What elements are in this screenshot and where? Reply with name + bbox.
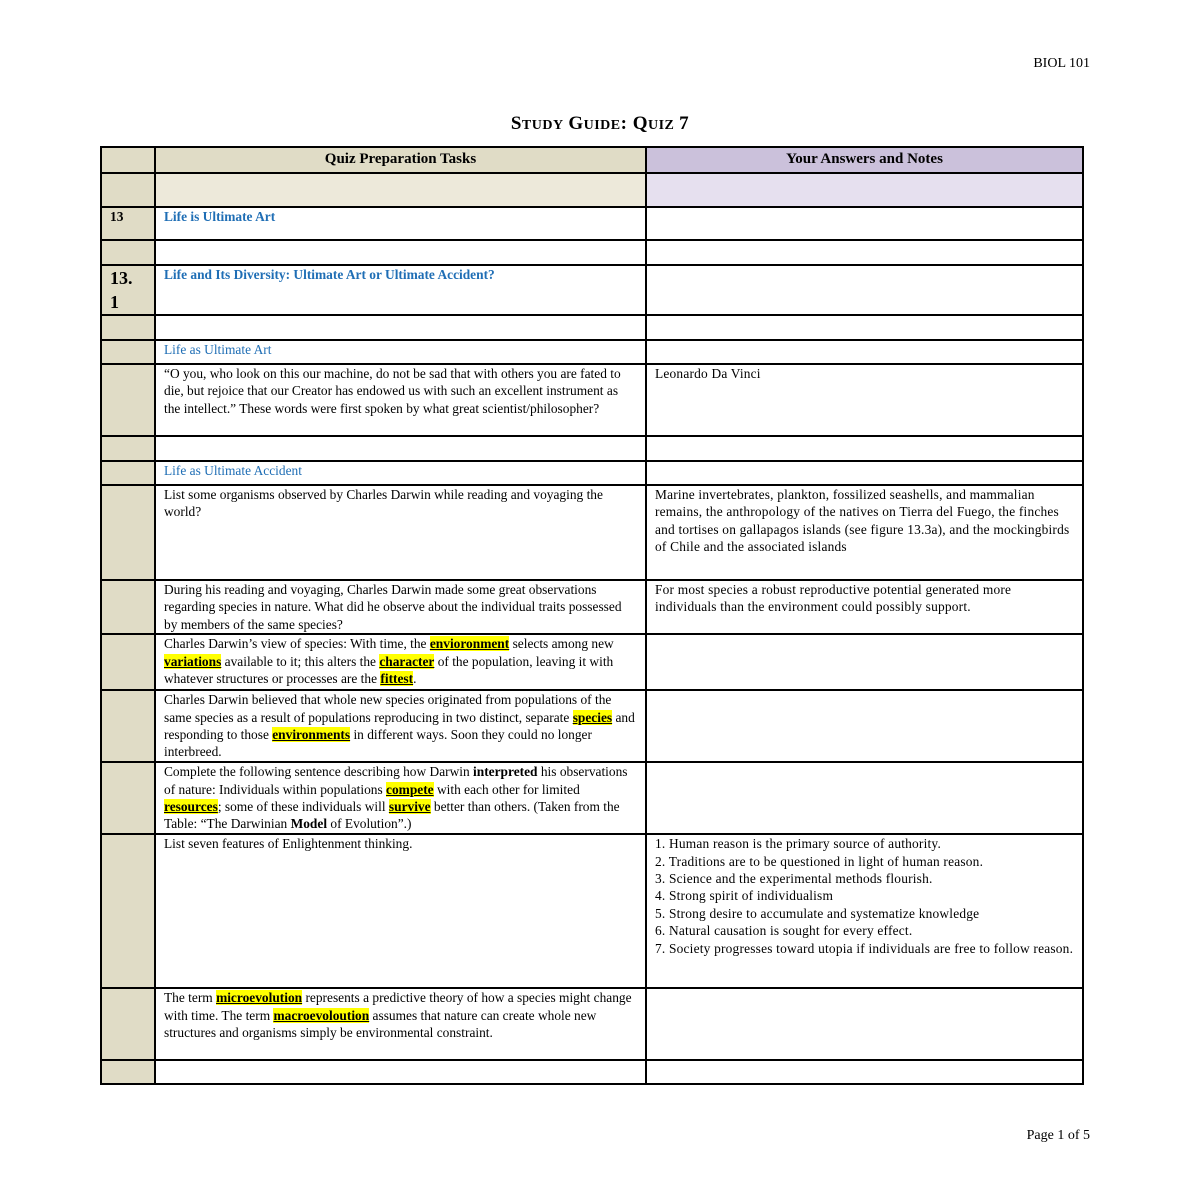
- answer-cell[interactable]: [646, 1060, 1083, 1084]
- question-row: [101, 988, 1083, 1060]
- course-code: BIOL 101: [1033, 56, 1090, 71]
- answer-cell[interactable]: [646, 988, 1083, 1060]
- list-item: 1. Human reason is the primary source of authority.: [655, 836, 941, 852]
- table-row: [101, 315, 1083, 340]
- row-number-cell: [101, 364, 155, 436]
- answer-cell[interactable]: [646, 690, 1083, 762]
- text-run: his observations of nature: Individuals within populations: [164, 764, 628, 797]
- subsection-number-part-1: 13.: [110, 268, 133, 288]
- row-number-cell: [101, 988, 155, 1060]
- text-run: ; some of these individuals will: [217, 799, 389, 815]
- answer-list[interactable]: [646, 834, 1083, 988]
- row-number-cell: [101, 315, 155, 340]
- answer-cell[interactable]: [646, 240, 1083, 265]
- question-text: List seven features of Enlightenment thinking.: [155, 834, 646, 988]
- list-item: 2. Traditions are to be questioned in light of human reason.: [655, 853, 984, 869]
- subsection-number-part-2: 1: [110, 292, 119, 312]
- question-text: [155, 762, 646, 834]
- question-text: List some organisms observed by Charles Darwin while reading and voyaging the world?: [155, 485, 646, 580]
- text-run: assumes that nature can create whole new structures and organisms simply be environmental constraint.: [164, 1007, 597, 1041]
- answer-text[interactable]: Marine invertebrates, plankton, fossilized seashells, and mammalian remains, the anthropology of the natives on Tierra del Fuego, the finches and tortises on gallapagos islands (see figure 13.3a), and the mockingbirds of Chile and the associated islands: [646, 485, 1083, 580]
- section-number: 13: [101, 207, 155, 240]
- title-word-1-rest: TUDY: [521, 118, 564, 133]
- task-cell: [155, 240, 646, 265]
- row-number-cell: [101, 580, 155, 634]
- answer-cell[interactable]: [646, 461, 1083, 485]
- text-run: of the population, leaving it with whatever structures or processes are the: [164, 653, 614, 687]
- question-row: [101, 762, 1083, 834]
- text-run: in different ways. Soon they could no longer interbreed.: [164, 727, 592, 760]
- text-run: of Evolution”.): [327, 816, 412, 832]
- text-run: The term: [164, 990, 217, 1006]
- table-row: [101, 436, 1083, 461]
- row-number-cell: [101, 240, 155, 265]
- title-word-2-rest: UIDE: [583, 118, 621, 133]
- text-run: Charles Darwin’s view of species: With time, the: [164, 636, 430, 652]
- answer-cell[interactable]: [646, 762, 1083, 834]
- question-row: [101, 634, 1083, 690]
- highlighted-term: fittest: [380, 671, 414, 687]
- list-item: 5. Strong desire to accumulate and systematize knowledge: [655, 905, 980, 921]
- task-cell: [155, 315, 646, 340]
- table-row: [101, 1060, 1083, 1084]
- answer-cell[interactable]: [646, 315, 1083, 340]
- task-cell: [155, 1060, 646, 1084]
- study-guide-table: [100, 146, 1084, 1085]
- list-item: 3. Science and the experimental methods flourish.: [655, 871, 933, 887]
- text-run: selects among new: [509, 636, 614, 652]
- row-number-cell: [101, 436, 155, 461]
- question-row: [101, 485, 1083, 580]
- highlighted-term: survive: [388, 799, 431, 815]
- highlighted-term: species: [572, 709, 613, 725]
- title-word-3-rest: UIZ: [648, 118, 675, 133]
- highlighted-term: microevolution: [216, 990, 303, 1006]
- text-run: with each other for limited: [433, 781, 580, 797]
- text-run: represents a predictive theory of how a species might change with time. The term: [164, 990, 632, 1023]
- answer-cell[interactable]: [646, 436, 1083, 461]
- question-text: [155, 690, 646, 762]
- section-row-13: [101, 207, 1083, 240]
- row-number-cell: [101, 634, 155, 690]
- highlighted-term: character: [379, 653, 435, 669]
- bold-term: Model: [290, 816, 328, 832]
- section-title: Life is Ultimate Art: [155, 207, 646, 240]
- text-run: Charles Darwin believed that whole new species originated from populations of the same species as a result of populations reproducing in two distinct, separate: [164, 692, 612, 725]
- task-cell: [155, 173, 646, 207]
- answers-column-header: Your Answers and Notes: [646, 147, 1083, 173]
- question-row: [101, 364, 1083, 436]
- table-row: [101, 240, 1083, 265]
- answer-cell[interactable]: [646, 634, 1083, 690]
- answer-cell[interactable]: [646, 207, 1083, 240]
- topic-title: Life as Ultimate Accident: [155, 461, 646, 485]
- highlighted-term: resources: [164, 799, 218, 815]
- text-run: and responding to those: [164, 709, 635, 743]
- table-header-row: [101, 147, 1083, 173]
- table-row: [101, 173, 1083, 207]
- answer-cell[interactable]: [646, 340, 1083, 364]
- list-item: 7. Society progresses toward utopia if individuals are free to follow reason.: [655, 940, 1074, 956]
- answer-text[interactable]: Leonardo Da Vinci: [646, 364, 1083, 436]
- highlighted-term: macroevoloution: [273, 1007, 370, 1023]
- row-number-cell: [101, 461, 155, 485]
- list-item: 4. Strong spirit of individualism: [655, 888, 834, 904]
- topic-row-accident: [101, 461, 1083, 485]
- answer-cell[interactable]: [646, 173, 1083, 207]
- row-number-cell: [101, 340, 155, 364]
- question-text: [155, 634, 646, 690]
- row-number-cell: [101, 762, 155, 834]
- title-word-1-initial: S: [510, 113, 522, 134]
- answer-text[interactable]: For most species a robust reproductive potential generated more individuals than the environment could possibly support.: [646, 580, 1083, 634]
- page-title: [0, 113, 1200, 135]
- question-row: [101, 580, 1083, 634]
- highlighted-term: compete: [386, 781, 434, 797]
- question-text: During his reading and voyaging, Charles Darwin made some great observations regarding species in nature. What did he observe about the individual traits possessed by members of the same species?: [155, 580, 646, 634]
- list-item: 6. Natural causation is sought for every effect.: [655, 923, 913, 939]
- row-number-cell: [101, 1060, 155, 1084]
- text-run: Complete the following sentence describing how Darwin: [164, 764, 474, 780]
- topic-title: Life as Ultimate Art: [155, 340, 646, 364]
- highlighted-term: environments: [272, 727, 351, 743]
- row-number-cell: [101, 834, 155, 988]
- title-word-2-initial: G: [568, 113, 584, 134]
- bold-term: interpreted: [473, 764, 538, 780]
- text-run: available to it; this alters the: [221, 653, 380, 669]
- row-number-cell: [101, 485, 155, 580]
- subsection-number: [101, 265, 155, 315]
- question-text: “O you, who look on this our machine, do not be sad that with others you are fated to die, but rejoice that our Creator has endowed us with such an excellent instrument as the intellect.” These words were first spoken by what great scientist/philosopher?: [155, 364, 646, 436]
- title-quiz-number: 7: [679, 113, 690, 134]
- title-word-3-initial: : Q: [620, 113, 648, 134]
- text-run: better than others. (Taken from the Table: “The Darwinian: [164, 799, 620, 832]
- text-run: .: [413, 671, 417, 687]
- row-number-cell: [101, 690, 155, 762]
- section-row-13-1: [101, 265, 1083, 315]
- page-number: Page 1 of 5: [1026, 1128, 1090, 1143]
- answer-cell[interactable]: [646, 265, 1083, 315]
- subsection-title: Life and Its Diversity: Ultimate Art or Ultimate Accident?: [155, 265, 646, 315]
- tasks-column-header: Quiz Preparation Tasks: [155, 147, 646, 173]
- row-number-cell: [101, 173, 155, 207]
- topic-row-art: [101, 340, 1083, 364]
- number-column-header: [101, 147, 155, 173]
- highlighted-term: variations: [164, 653, 222, 669]
- question-row: [101, 834, 1083, 988]
- question-text: [155, 988, 646, 1060]
- task-cell: [155, 436, 646, 461]
- highlighted-term: envioronment: [429, 636, 510, 652]
- question-row: [101, 690, 1083, 762]
